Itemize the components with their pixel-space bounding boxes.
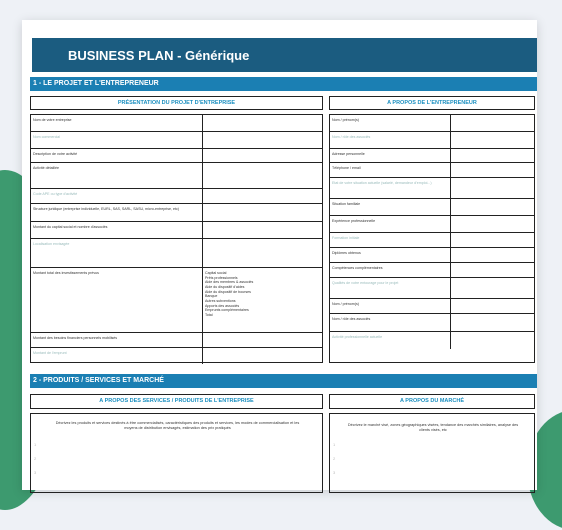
project-value[interactable] bbox=[203, 239, 322, 267]
entrepreneur-label: Activité professionnelle actuelle bbox=[330, 332, 451, 349]
project-row bbox=[31, 204, 322, 222]
section-2-header: 2 - PRODUITS / SERVICES ET MARCHÉ bbox=[30, 374, 537, 388]
entrepreneur-label: Situation familiale bbox=[330, 199, 451, 215]
project-label: Nom de votre entreprise bbox=[31, 115, 203, 131]
project-label: Montant du capital social et nombre d'associés bbox=[31, 222, 203, 238]
entrepreneur-label: Formation initiale bbox=[330, 233, 451, 247]
entrepreneur-table bbox=[329, 114, 535, 363]
project-row bbox=[31, 268, 322, 333]
project-row bbox=[31, 333, 322, 348]
market-instructions: Décrivez le marché visé, zones géographiques visées, tendance des marchés similaires, analyse des clients visés, etc bbox=[347, 423, 519, 432]
market-box: Décrivez le marché visé, zones géographiques visées, tendance des marchés similaires, analyse des clients visés, etc 1 2 3 bbox=[329, 413, 535, 493]
entrepreneur-value[interactable] bbox=[451, 149, 534, 162]
project-label: Montant de l'emprunt bbox=[31, 348, 203, 364]
document-title: BUSINESS PLAN - Générique bbox=[32, 38, 537, 72]
project-table bbox=[30, 114, 323, 363]
entrepreneur-value[interactable] bbox=[451, 216, 534, 232]
entrepreneur-label: Compétences complémentaires bbox=[330, 263, 451, 277]
project-value[interactable] bbox=[203, 163, 322, 188]
entrepreneur-row bbox=[330, 216, 534, 233]
section-1-header: 1 - LE PROJET ET L'ENTREPRENEUR bbox=[30, 77, 537, 91]
entrepreneur-row bbox=[330, 233, 534, 248]
project-value[interactable] bbox=[203, 132, 322, 148]
entrepreneur-value[interactable] bbox=[451, 299, 534, 313]
project-label: Code APE ou type d'activité bbox=[31, 189, 203, 203]
project-value[interactable] bbox=[203, 333, 322, 347]
services-instructions: Décrivez les produits et services destinés à être commercialisés, caractéristiques des produits et services, les modes de commercialisation et les moyens de distribution envisagés, estimation des prix pratiqués bbox=[55, 421, 300, 430]
entrepreneur-label: Diplômes obtenus bbox=[330, 248, 451, 262]
project-row bbox=[31, 149, 322, 163]
entrepreneur-row bbox=[330, 278, 534, 299]
project-label: Structure juridique (entreprise individuelle, EURL, SAS, SARL, SASU, micro-entreprise, etc) bbox=[31, 204, 203, 221]
entrepreneur-label: Adresse personnelle bbox=[330, 149, 451, 162]
project-row bbox=[31, 115, 322, 132]
project-label: Nom commercial bbox=[31, 132, 203, 148]
entrepreneur-label: Expérience professionnelle bbox=[330, 216, 451, 232]
right-table-header: A PROPOS DE L'ENTREPRENEUR bbox=[329, 96, 535, 110]
entrepreneur-value[interactable] bbox=[451, 248, 534, 262]
project-value[interactable] bbox=[203, 222, 322, 238]
project-row bbox=[31, 189, 322, 204]
entrepreneur-value[interactable] bbox=[451, 233, 534, 247]
project-value[interactable] bbox=[203, 115, 322, 131]
project-value[interactable] bbox=[203, 149, 322, 162]
project-label: Description de votre activité bbox=[31, 149, 203, 162]
project-row bbox=[31, 348, 322, 364]
project-label: Activité détaillée bbox=[31, 163, 203, 188]
entrepreneur-label: Nom / prénom(s) bbox=[330, 115, 451, 131]
entrepreneur-label: Nom / rôle des associés bbox=[330, 132, 451, 148]
entrepreneur-row bbox=[330, 132, 534, 149]
project-label: Montant total des investissements prévus bbox=[31, 268, 203, 332]
left-table-header: PRÉSENTATION DU PROJET D'ENTREPRISE bbox=[30, 96, 323, 110]
entrepreneur-row bbox=[330, 199, 534, 216]
project-value[interactable] bbox=[203, 348, 322, 364]
entrepreneur-value[interactable] bbox=[451, 314, 534, 331]
entrepreneur-value[interactable] bbox=[451, 332, 534, 349]
project-row bbox=[31, 222, 322, 239]
entrepreneur-row bbox=[330, 149, 534, 163]
entrepreneur-row bbox=[330, 163, 534, 178]
entrepreneur-value[interactable] bbox=[451, 163, 534, 177]
entrepreneur-row bbox=[330, 263, 534, 278]
entrepreneur-row bbox=[330, 115, 534, 132]
entrepreneur-value[interactable] bbox=[451, 278, 534, 298]
entrepreneur-label: Qualités de votre entourage pour le projet bbox=[330, 278, 451, 298]
project-value[interactable] bbox=[203, 204, 322, 221]
services-header: A PROPOS DES SERVICES / PRODUITS DE L'ENTREPRISE bbox=[30, 394, 323, 409]
document-sheet bbox=[22, 20, 537, 490]
entrepreneur-label: Nom / prénom(s) bbox=[330, 299, 451, 313]
project-value[interactable]: Capital social Prêts professionnels Aide des membres & associés Aide du dispositif d'aides Aide du dispositif de bourses Banque Autres subventions Apports des associés Emprunts complémentaires Total bbox=[205, 271, 254, 318]
entrepreneur-label: Etat de votre situation actuelle (salarié, demandeur d'emploi...) bbox=[330, 178, 451, 198]
project-row bbox=[31, 239, 322, 268]
project-value[interactable] bbox=[203, 189, 322, 203]
market-header: A PROPOS DU MARCHÉ bbox=[329, 394, 535, 409]
services-box: Décrivez les produits et services destinés à être commercialisés, caractéristiques des produits et services, les modes de commercialisation et les moyens de distribution envisagés, estimation des prix pratiqués 1 2 3 bbox=[30, 413, 323, 493]
project-row bbox=[31, 132, 322, 149]
project-label: Montant des besoins financiers personnels mobilisés bbox=[31, 333, 203, 347]
entrepreneur-row bbox=[330, 248, 534, 263]
project-row bbox=[31, 163, 322, 189]
entrepreneur-row bbox=[330, 299, 534, 314]
entrepreneur-value[interactable] bbox=[451, 178, 534, 198]
entrepreneur-row bbox=[330, 178, 534, 199]
entrepreneur-value[interactable] bbox=[451, 132, 534, 148]
entrepreneur-label: Nom / rôle des associés bbox=[330, 314, 451, 331]
entrepreneur-label: Téléphone / email bbox=[330, 163, 451, 177]
entrepreneur-row bbox=[330, 314, 534, 332]
entrepreneur-row bbox=[330, 332, 534, 349]
entrepreneur-value[interactable] bbox=[451, 115, 534, 131]
entrepreneur-value[interactable] bbox=[451, 199, 534, 215]
entrepreneur-value[interactable] bbox=[451, 263, 534, 277]
project-label: Localisation envisagée bbox=[31, 239, 203, 267]
